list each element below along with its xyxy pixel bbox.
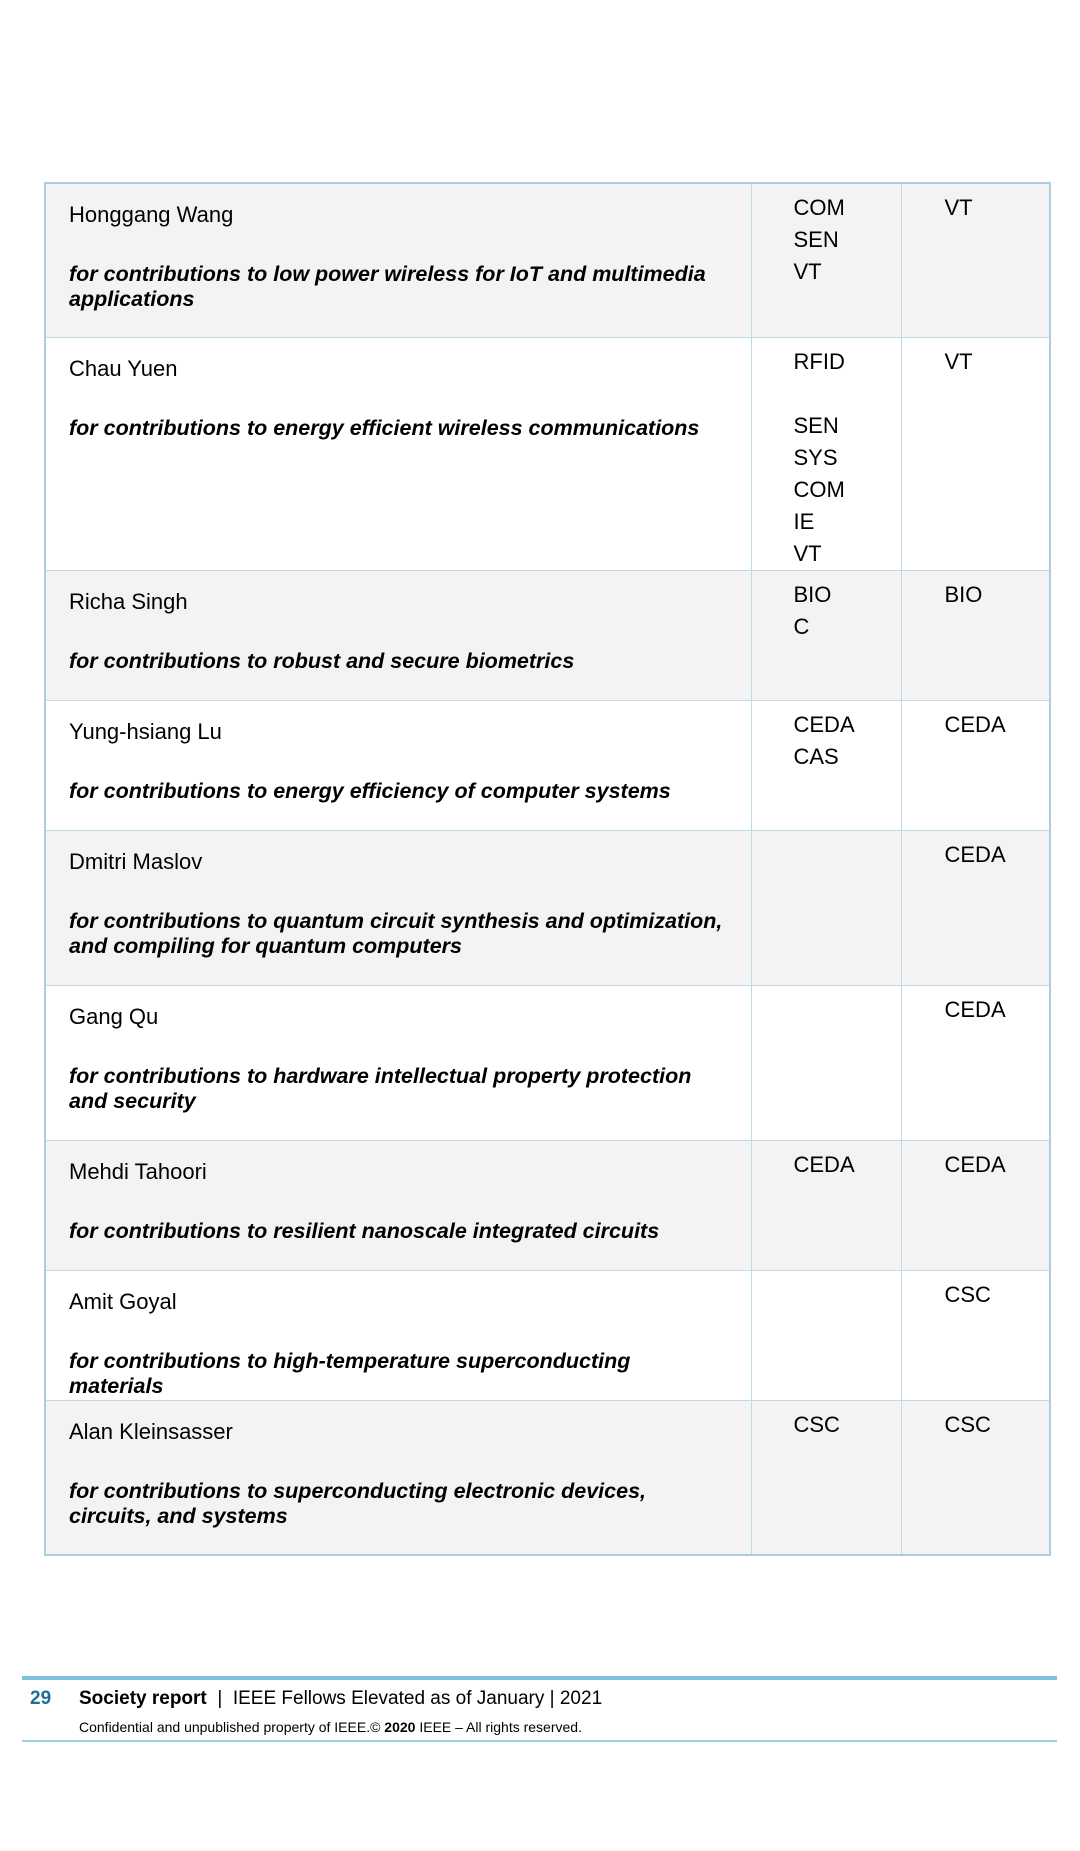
society-code: CAS	[793, 743, 839, 769]
patron-society: CEDA	[944, 841, 1006, 867]
patron-society: BIO	[944, 581, 983, 607]
fellow-row	[45, 1270, 1050, 1400]
patron-cell	[901, 570, 1050, 700]
society-code	[794, 378, 901, 410]
society-code: CSC	[793, 1411, 840, 1437]
fellow-name: Yung-hsiang Lu	[69, 718, 222, 744]
society-cell	[751, 700, 901, 830]
fellow-row	[45, 337, 1050, 570]
society-code: SEN	[793, 412, 839, 438]
footer-top-rule	[22, 1676, 1057, 1680]
society-code: SYS	[793, 444, 838, 470]
report-title: IEEE Fellows Elevated as of January | 2021	[232, 1688, 603, 1709]
footer-separator: |	[217, 1688, 223, 1709]
footer-report-line	[79, 1688, 602, 1710]
fellow-info-cell	[45, 985, 751, 1140]
page-number: 29	[30, 1688, 52, 1709]
fellow-row	[45, 985, 1050, 1140]
patron-society: CSC	[944, 1411, 991, 1437]
fellow-row	[45, 700, 1050, 830]
patron-society: CEDA	[944, 1151, 1006, 1177]
fellow-citation: for contributions to energy efficient wireless communications	[69, 415, 700, 440]
patron-cell	[901, 1270, 1050, 1400]
fellow-name: Honggang Wang	[69, 202, 234, 227]
society-code: COM	[793, 195, 845, 220]
confidential-notice	[79, 1719, 582, 1735]
fellow-row	[45, 1400, 1050, 1555]
society-cell	[751, 337, 901, 570]
copyright-year: 2020	[384, 1719, 416, 1735]
society-cell	[751, 183, 901, 337]
fellow-info-cell	[45, 1400, 751, 1555]
confidential-suffix: IEEE – All rights reserved.	[415, 1719, 582, 1735]
fellow-name: Richa Singh	[69, 588, 188, 614]
patron-cell	[901, 1140, 1050, 1270]
patron-cell	[901, 1400, 1050, 1555]
society-code: BIO	[793, 581, 832, 607]
patron-cell	[901, 830, 1050, 985]
society-code: RFID	[793, 348, 845, 374]
fellow-citation: for contributions to energy efficiency of computer systems	[69, 778, 671, 803]
confidential-prefix: Confidential and unpublished property of IEEE.©	[79, 1719, 385, 1735]
society-code: VT	[793, 540, 822, 566]
fellow-info-cell	[45, 183, 751, 337]
fellow-info-cell	[45, 1140, 751, 1270]
fellow-row	[45, 183, 1050, 337]
society-cell	[751, 1400, 901, 1555]
fellow-citation: for contributions to superconducting electronic devices, circuits, and systems	[69, 1478, 646, 1528]
fellow-name: Alan Kleinsasser	[69, 1418, 233, 1444]
society-cell	[751, 1140, 901, 1270]
fellow-citation: for contributions to hardware intellectual property protection and security	[69, 1063, 692, 1113]
report-label: Society report	[79, 1688, 207, 1709]
patron-cell	[901, 700, 1050, 830]
society-code: VT	[793, 259, 822, 284]
fellow-name: Mehdi Tahoori	[69, 1158, 207, 1184]
patron-cell	[901, 183, 1050, 337]
patron-society: CSC	[944, 1281, 991, 1307]
society-code: CEDA	[793, 711, 855, 737]
fellow-citation: for contributions to high-temperature superconducting materials	[69, 1348, 631, 1398]
page-footer	[22, 1676, 1057, 1735]
fellow-info-cell	[45, 570, 751, 700]
society-cell	[751, 1270, 901, 1400]
patron-society: CEDA	[944, 711, 1006, 737]
fellow-citation: for contributions to resilient nanoscale integrated circuits	[69, 1218, 660, 1243]
patron-cell	[901, 337, 1050, 570]
society-cell	[751, 570, 901, 700]
fellow-info-cell	[45, 1270, 751, 1400]
fellow-row	[45, 570, 1050, 700]
society-code: SEN	[793, 227, 839, 252]
fellow-info-cell	[45, 830, 751, 985]
patron-society: CEDA	[944, 996, 1006, 1022]
society-cell	[751, 830, 901, 985]
footer-bottom-rule	[22, 1740, 1057, 1742]
society-code: IE	[793, 508, 815, 534]
fellow-name: Chau Yuen	[69, 355, 178, 381]
patron-society: VT	[944, 348, 973, 374]
society-code: COM	[793, 476, 845, 502]
fellow-citation: for contributions to quantum circuit synthesis and optimization, and compiling for quantum computers	[69, 908, 723, 958]
fellow-info-cell	[45, 337, 751, 570]
patron-cell	[901, 985, 1050, 1140]
fellow-name: Amit Goyal	[69, 1288, 177, 1314]
society-code: C	[793, 613, 810, 639]
fellows-table	[44, 182, 1051, 1556]
fellow-row	[45, 830, 1050, 985]
fellow-info-cell	[45, 700, 751, 830]
fellow-row	[45, 1140, 1050, 1270]
society-cell	[751, 985, 901, 1140]
fellow-name: Dmitri Maslov	[69, 848, 203, 874]
society-code: CEDA	[793, 1151, 855, 1177]
fellows-table-body	[45, 183, 1050, 1555]
fellow-citation: for contributions to low power wireless for IoT and multimedia applications	[69, 262, 706, 311]
fellow-name: Gang Qu	[69, 1003, 159, 1029]
fellow-citation: for contributions to robust and secure biometrics	[69, 648, 575, 673]
patron-society: VT	[944, 195, 973, 220]
